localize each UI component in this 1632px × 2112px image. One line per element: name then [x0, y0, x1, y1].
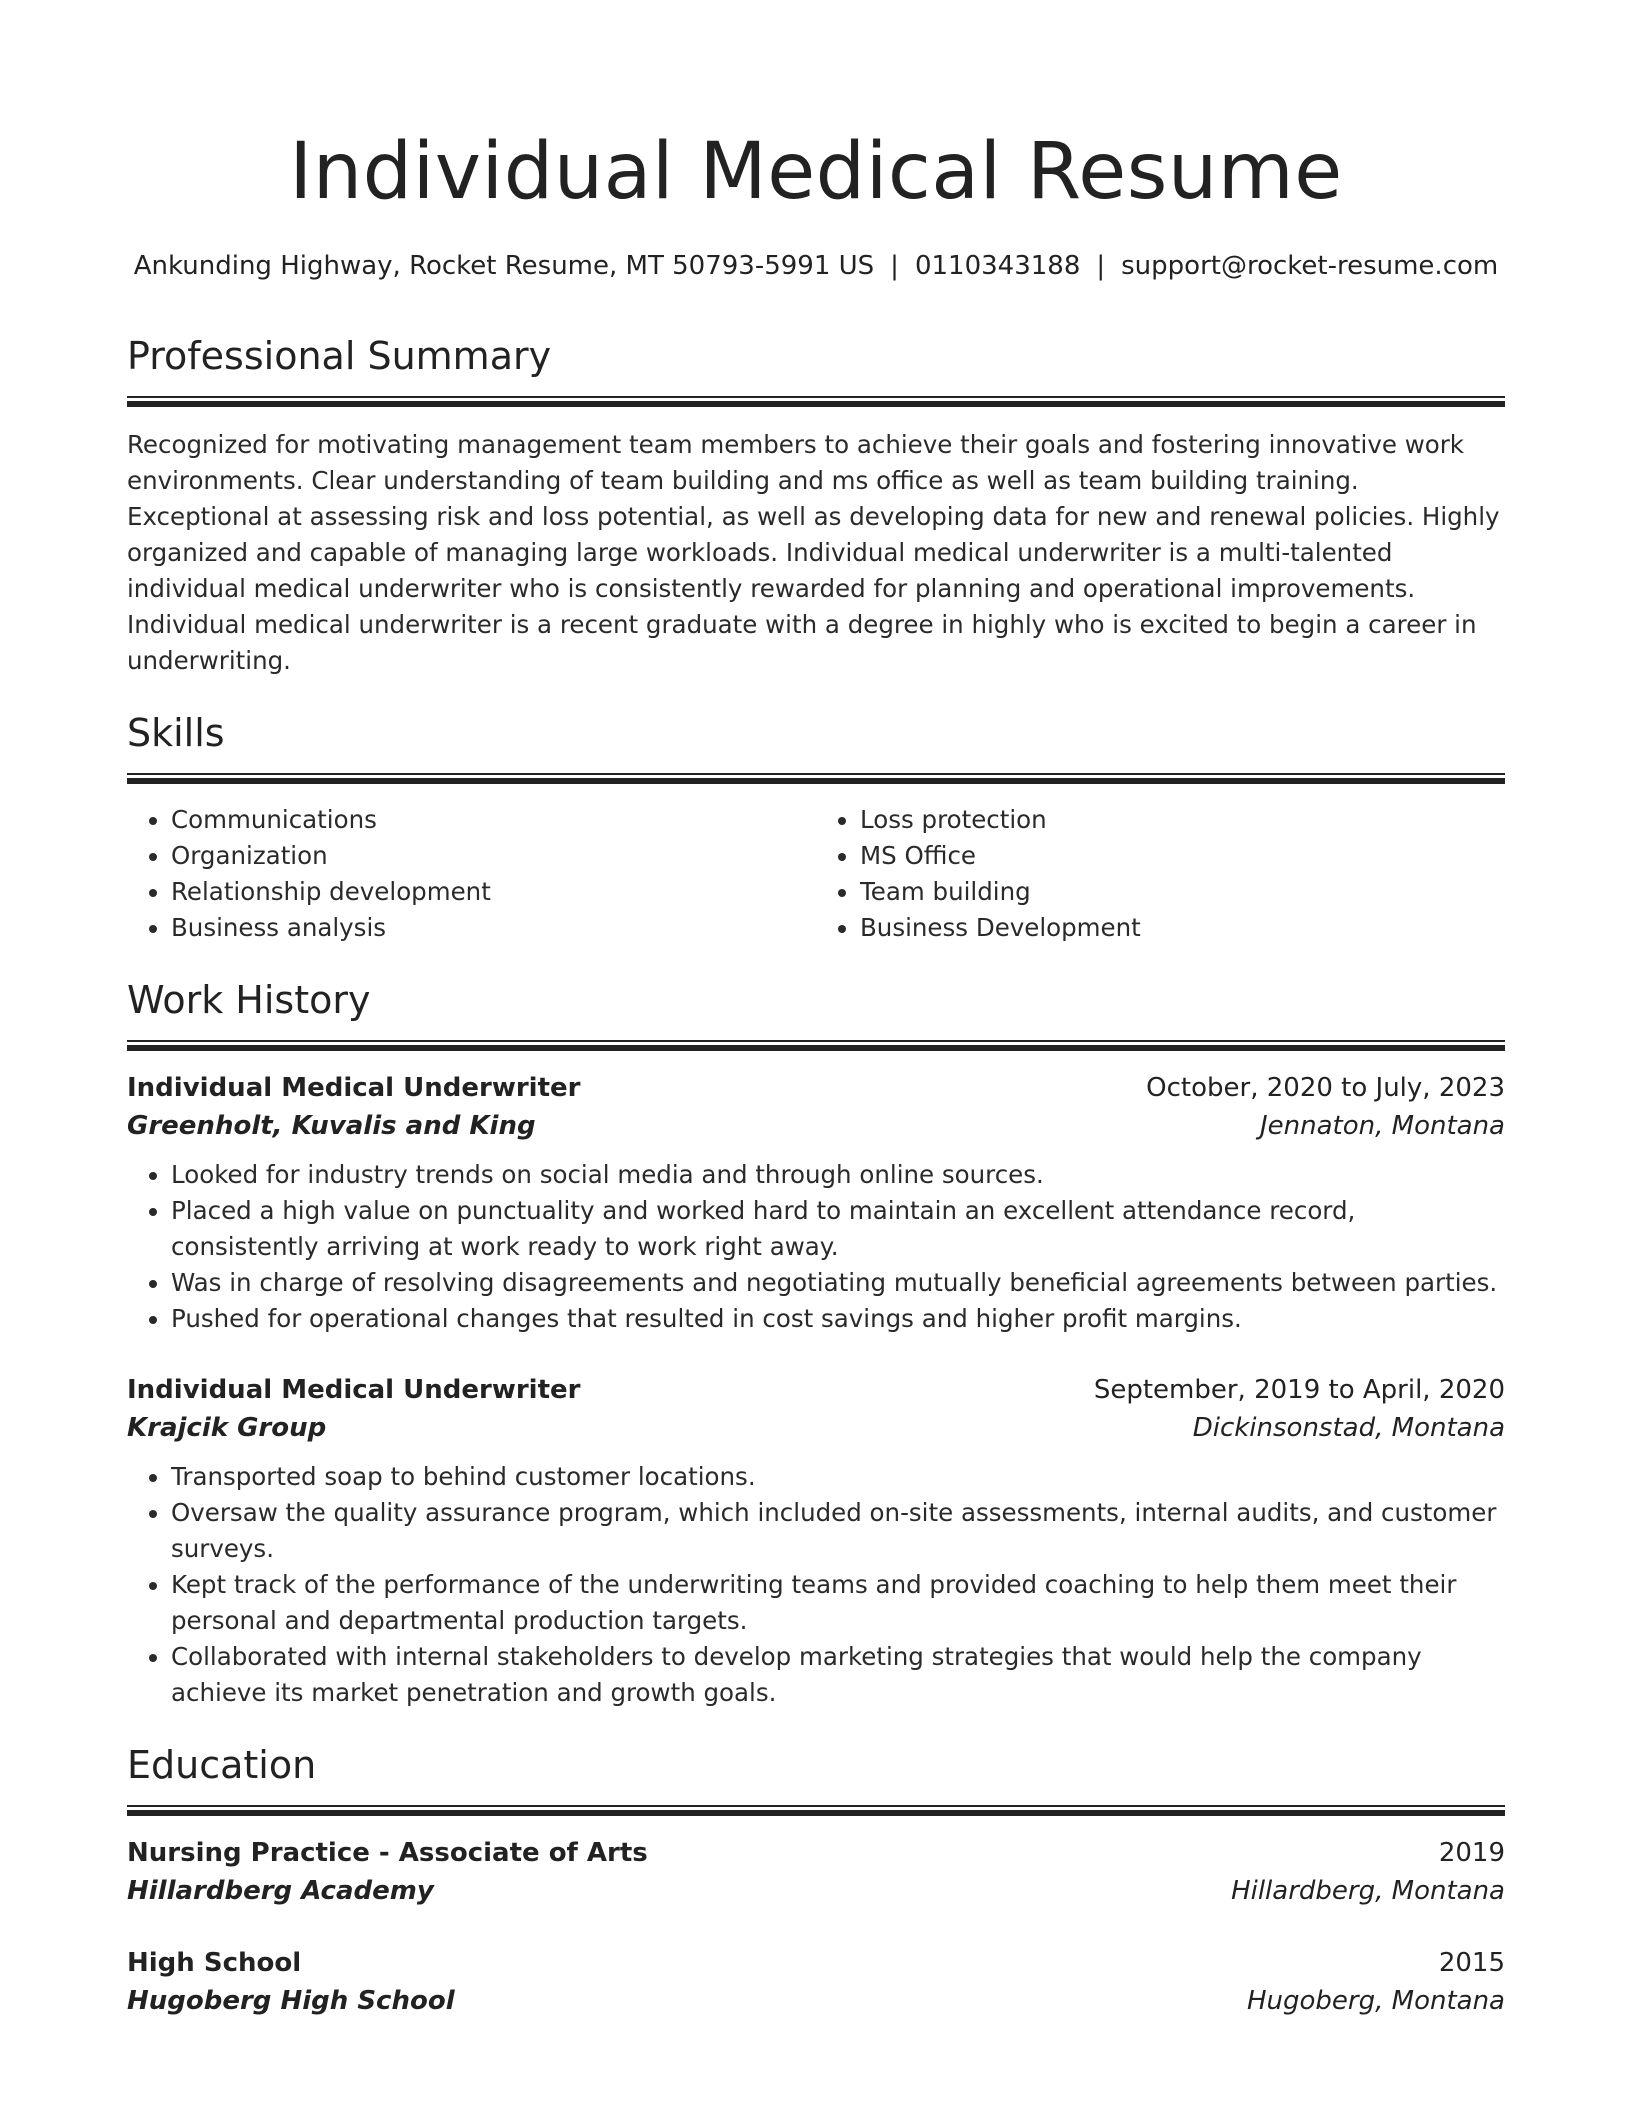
job-header	[127, 1371, 1505, 1409]
skills-list-right	[816, 802, 1505, 946]
job-subheader	[127, 1409, 1505, 1447]
section-divider	[127, 773, 1505, 784]
education-location: Hillardberg, Montana	[1231, 1876, 1505, 1906]
skills-columns	[127, 802, 1505, 946]
section-title-education: Education	[127, 1743, 317, 1787]
contact-separator: |	[1096, 251, 1106, 281]
education-year: 2019	[1438, 1838, 1505, 1868]
job-location: Jennaton, Montana	[1259, 1111, 1505, 1141]
job-company: Krajcik Group	[127, 1413, 327, 1443]
education-entry	[127, 1944, 1505, 2020]
skill-item: • Loss protection	[860, 802, 1505, 838]
job-entry	[127, 1371, 1505, 1711]
skill-item: • Business Development	[860, 910, 1505, 946]
job-bullets	[127, 1459, 1505, 1711]
job-company: Greenholt, Kuvalis and King	[127, 1111, 536, 1141]
education-degree: Nursing Practice - Associate of Arts	[127, 1838, 648, 1868]
education-school: Hillardberg Academy	[127, 1876, 434, 1906]
job-title: Individual Medical Underwriter	[127, 1073, 581, 1103]
contact-phone: 0110343188	[914, 251, 1081, 281]
job-header	[127, 1069, 1505, 1107]
job-bullet: • Kept track of the performance of the underwriting teams and provided coaching to help them meet their personal and departmental production targets.	[171, 1567, 1505, 1639]
education-subheader	[127, 1872, 1505, 1910]
work-history-section	[127, 976, 1505, 1711]
skill-item: • MS Office	[860, 838, 1505, 874]
skill-item: • Communications	[171, 802, 816, 838]
section-title-skills: Skills	[127, 711, 225, 755]
job-title: Individual Medical Underwriter	[127, 1375, 581, 1405]
education-header	[127, 1834, 1505, 1872]
contact-address: Ankunding Highway, Rocket Resume, MT 50793-5991 US	[133, 251, 875, 281]
job-entry	[127, 1069, 1505, 1337]
skill-item: • Relationship development	[171, 874, 816, 910]
education-degree: High School	[127, 1948, 302, 1978]
job-dates: September, 2019 to April, 2020	[1093, 1375, 1505, 1405]
skill-item: • Business analysis	[171, 910, 816, 946]
section-divider	[127, 396, 1505, 407]
job-location: Dickinsonstad, Montana	[1192, 1413, 1505, 1443]
skill-item: • Team building	[860, 874, 1505, 910]
skill-item: • Organization	[171, 838, 816, 874]
section-title-summary: Professional Summary	[127, 334, 552, 378]
contact-separator: |	[890, 251, 899, 281]
job-bullets	[127, 1157, 1505, 1337]
summary-section	[127, 332, 1505, 679]
job-bullet: • Was in charge of resolving disagreements and negotiating mutually beneficial agreements between parties.	[171, 1265, 1505, 1301]
job-bullet: • Oversaw the quality assurance program, which included on-site assessments, internal audits, and customer surveys.	[171, 1495, 1505, 1567]
education-subheader	[127, 1982, 1505, 2020]
education-year: 2015	[1438, 1948, 1505, 1978]
job-dates: October, 2020 to July, 2023	[1146, 1073, 1505, 1103]
skills-list-left	[127, 802, 816, 946]
job-subheader	[127, 1107, 1505, 1145]
job-bullet: • Looked for industry trends on social media and through online sources.	[171, 1157, 1505, 1193]
section-divider	[127, 1805, 1505, 1816]
education-section	[127, 1741, 1505, 2020]
summary-text: Recognized for motivating management team members to achieve their goals and fostering innovative work environments. Clear understanding of team building and ms office as well as team building training. Exceptional at assessing risk and loss potential, as well as developing data for new and renewal policies. Highly organized and capable of managing large workloads. Individual medical underwriter is a multi-talented individual medical underwriter who is consistently rewarded for planning and operational improvements. Individual medical underwriter is a recent graduate with a degree in highly who is excited to begin a career in underwriting.	[127, 430, 1500, 675]
skills-section	[127, 709, 1505, 946]
section-divider	[127, 1040, 1505, 1051]
education-entry	[127, 1834, 1505, 1910]
education-header	[127, 1944, 1505, 1982]
job-bullet: • Placed a high value on punctuality and worked hard to maintain an excellent attendance record, consistently arriving at work ready to work right away.	[171, 1193, 1505, 1265]
contact-line	[127, 248, 1505, 284]
resume-name: Individual Medical Resume	[289, 127, 1343, 217]
job-bullet: • Transported soap to behind customer locations.	[171, 1459, 1505, 1495]
education-school: Hugoberg High School	[127, 1986, 455, 2016]
section-title-work-history: Work History	[127, 978, 371, 1022]
education-location: Hugoberg, Montana	[1246, 1986, 1505, 2016]
job-bullet: • Pushed for operational changes that resulted in cost savings and higher profit margins.	[171, 1301, 1505, 1337]
job-bullet: • Collaborated with internal stakeholders to develop marketing strategies that would help the company achieve its market penetration and growth goals.	[171, 1639, 1505, 1711]
contact-email[interactable]: support@rocket-resume.com	[1121, 251, 1499, 281]
